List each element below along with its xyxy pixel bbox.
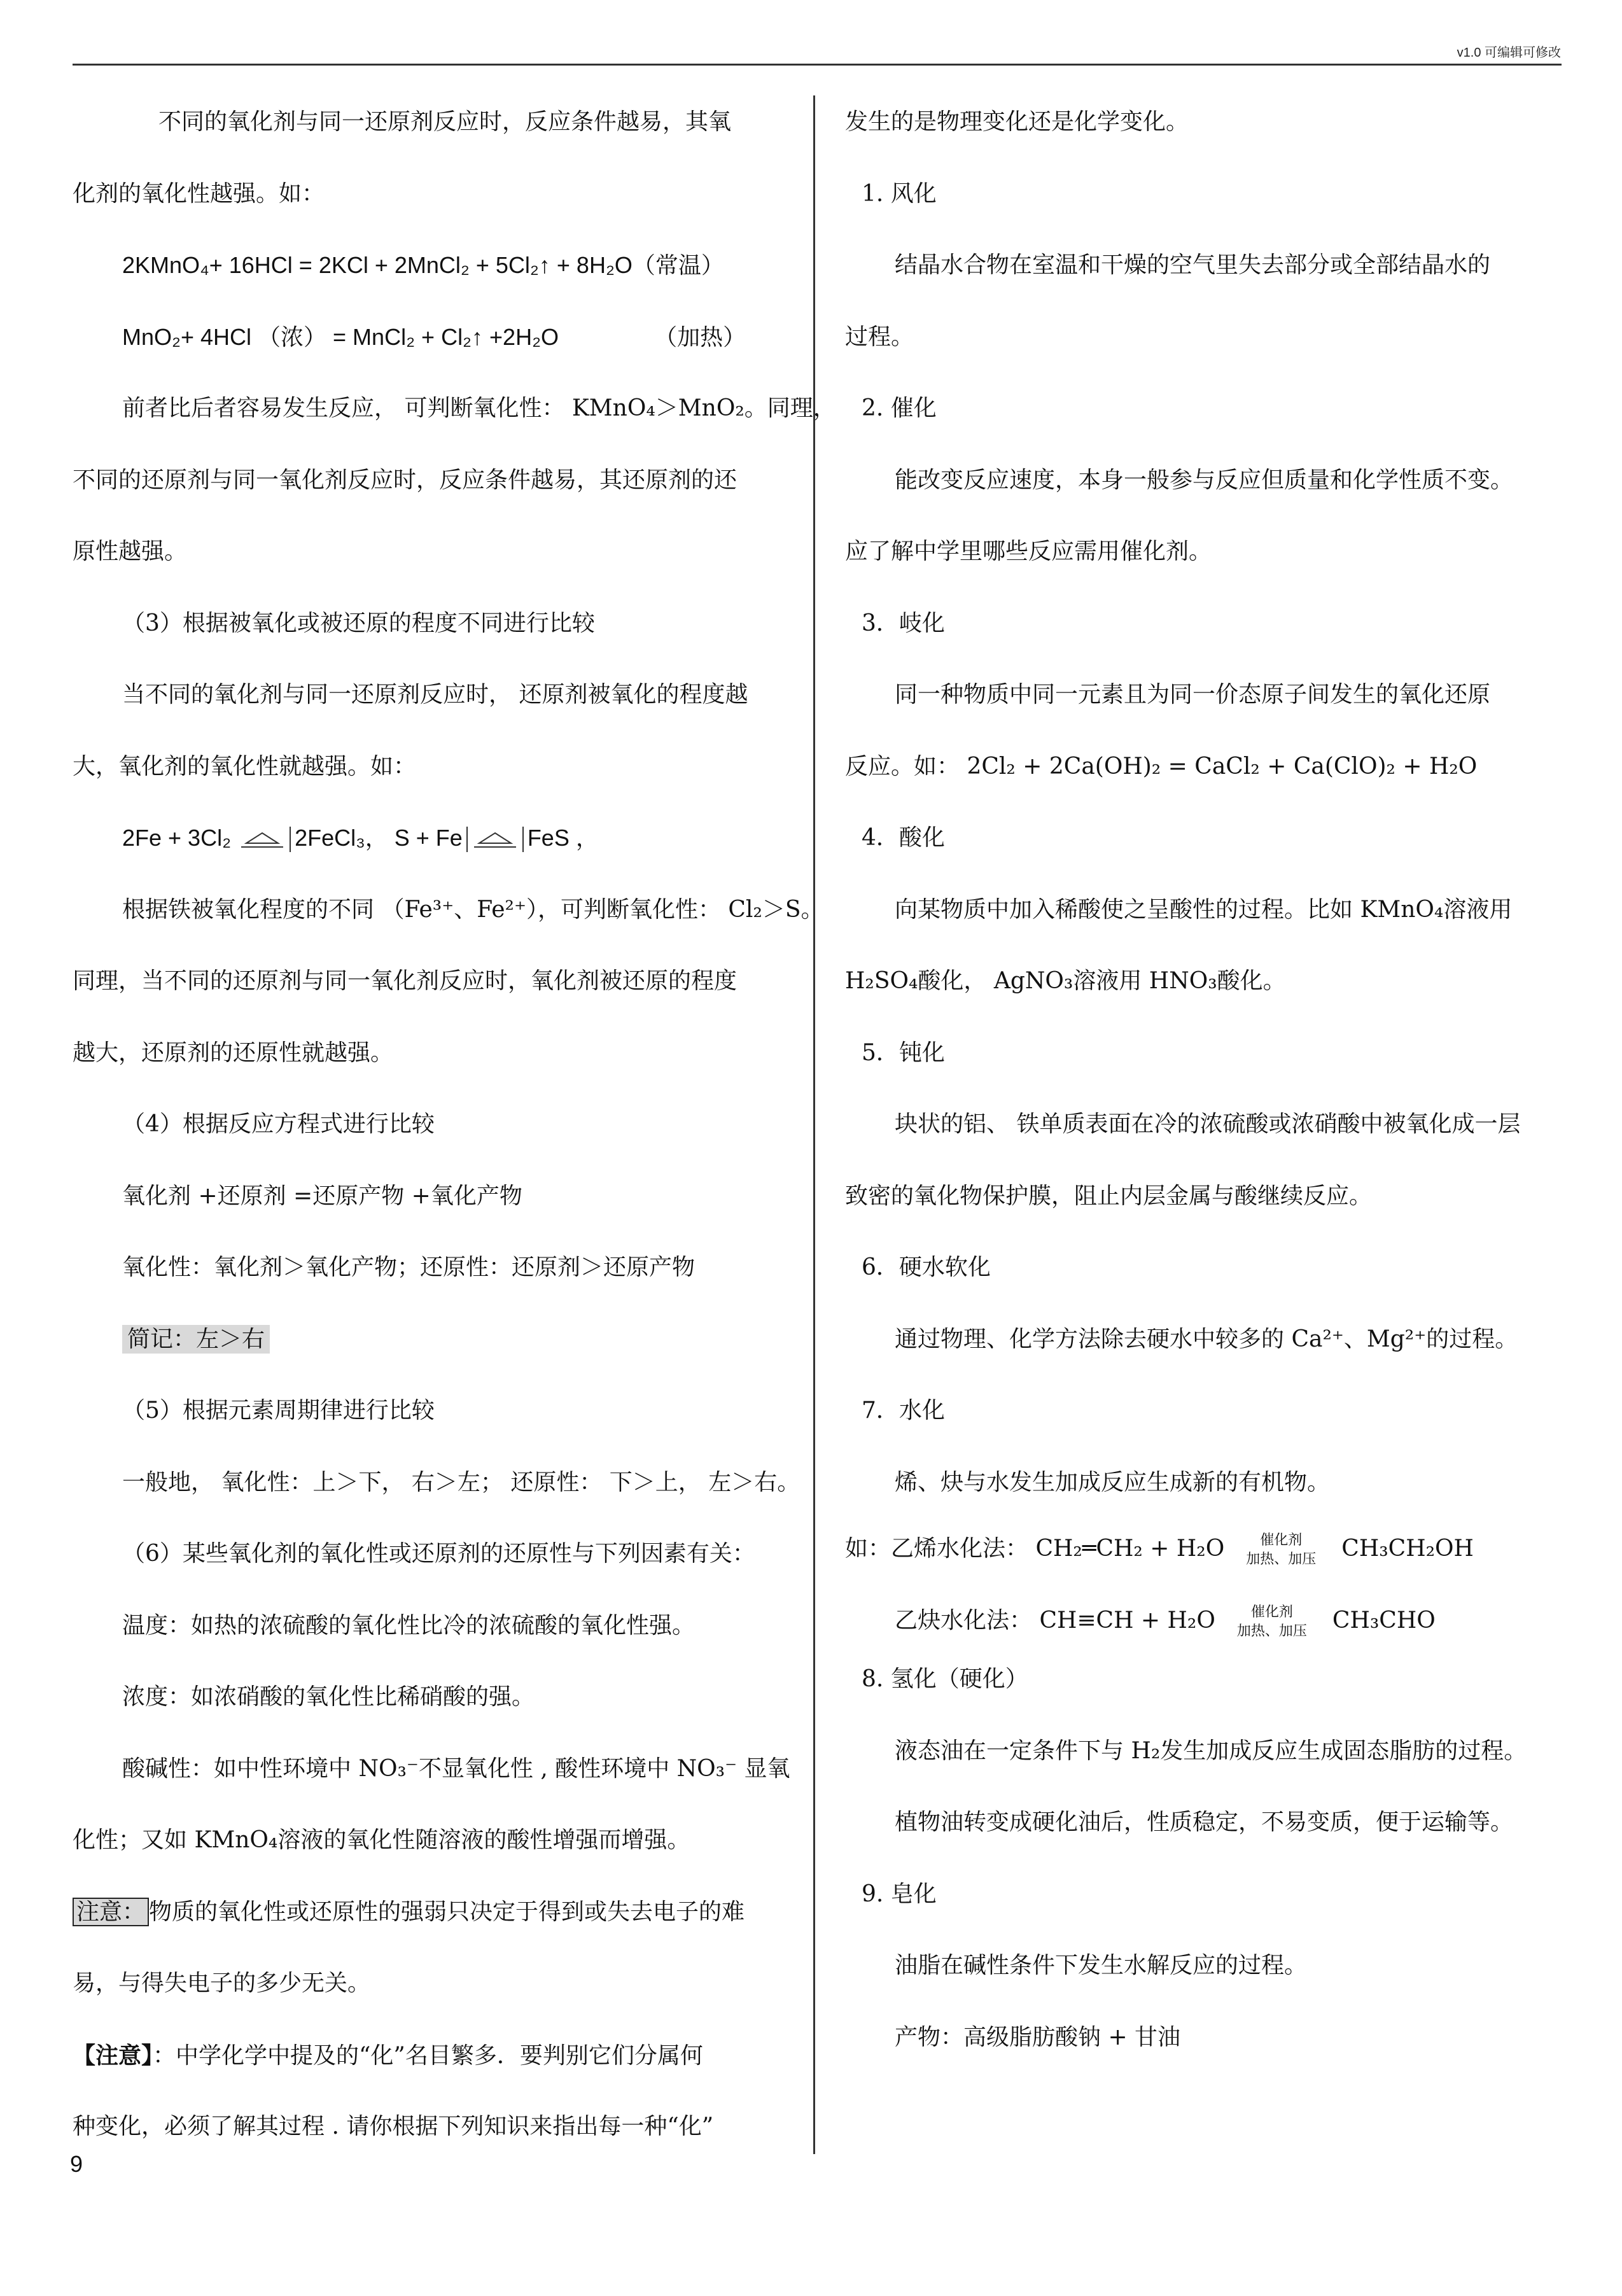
page-number: 9 xyxy=(70,2151,83,2177)
note-label: 注意： xyxy=(73,1898,149,1926)
equation-body: MnO₂+ 4HCl （浓） = MnCl₂ + Cl₂↑ +2H₂O xyxy=(122,323,559,350)
equation-fe-reactions xyxy=(73,824,792,896)
paragraph-line: 温度：如热的浓硫酸的氧化性比冷的浓硫酸的氧化性强。 xyxy=(122,1612,696,1639)
note-line xyxy=(73,1898,792,1970)
equation-kmno4-hcl: 2KMnO₄+ 16HCl = 2KCl + 2MnCl₂ + 5Cl₂↑ + 8H₂O（常温） xyxy=(122,252,724,278)
paragraph-line: 酸碱性：如中性环境中 NO₃⁻不显氧化性 , 酸性环境中 NO₃⁻ 显氧 xyxy=(122,1755,790,1782)
equation-part: 2Fe + 3Cl₂ xyxy=(122,825,232,851)
note-line xyxy=(73,2041,792,2113)
condition-heat-pressure: 加热、加压 xyxy=(1236,1623,1307,1639)
paragraph-line: 大，氧化剂的氧化性就越强。如： xyxy=(73,753,417,780)
equation-condition: （加热） xyxy=(654,323,746,350)
paragraph-line: 易，与得失电子的多少无关。 xyxy=(73,1970,371,1996)
paragraph-line: H₂SO₄酸化， AgNO₃溶液用 HNO₃酸化。 xyxy=(845,968,1286,994)
paragraph-line: 过程。 xyxy=(845,323,914,350)
paragraph-line: 同一种物质中同一元素且为同一价态原子间发生的氧化还原 xyxy=(895,682,1491,708)
item-heading-4: 4．酸化 xyxy=(862,825,945,851)
paragraph-line: 植物油转变成硬化油后，性质稳定，不易变质，便于运输等。 xyxy=(895,1809,1514,1835)
item-heading-8: 8. 氢化（硬化） xyxy=(862,1666,1028,1692)
equation-part: 乙炔水化法： CH≡CH + H₂O xyxy=(895,1607,1215,1634)
paragraph-line: 氧化剂 +还原剂 =还原产物 +氧化产物 xyxy=(122,1182,522,1209)
paragraph-line: 原性越强。 xyxy=(73,538,188,564)
equation-part: FeS ， xyxy=(527,825,599,851)
paragraph-line: 同理，当不同的还原剂与同一氧化剂反应时，氧化剂被还原的程度 xyxy=(73,968,738,994)
condition-heat-pressure: 加热、加压 xyxy=(1246,1551,1317,1567)
note-bracket-label: 【注意】 xyxy=(73,2041,153,2069)
right-column xyxy=(845,108,1564,2095)
note-text: 物质的氧化性或还原性的强弱只决定于得到或失去电子的难 xyxy=(149,1898,745,1925)
paragraph-line: 当不同的氧化剂与同一还原剂反应时， 还原剂被氧化的程度越 xyxy=(122,682,748,708)
header-rule xyxy=(73,64,1562,66)
item-heading-5: 5．钝化 xyxy=(862,1039,945,1066)
paragraph-line: 不同的还原剂与同一氧化剂反应时，反应条件越易，其还原剂的还 xyxy=(73,466,738,493)
heat-triangle-icon xyxy=(466,827,524,852)
paragraph-line: 不同的氧化剂与同一还原剂反应时，反应条件越易，其氧 xyxy=(158,109,732,135)
paragraph-line: 产物：高级脂肪酸钠 + 甘油 xyxy=(895,2024,1181,2050)
paragraph-line: 氧化性：氧化剂＞氧化产物；还原性：还原剂＞还原产物 xyxy=(122,1254,696,1280)
note-text: ：中学化学中提及的“化”名目繁多．要判别它们分属何 xyxy=(153,2042,703,2069)
equation-acetylene-hydration xyxy=(845,1603,1564,1675)
paragraph-line: 液态油在一定条件下与 H₂发生加成反应生成固态脂肪的过程。 xyxy=(895,1737,1527,1764)
paragraph-line: 反应。如： 2Cl₂ + 2Ca(OH)₂ = CaCl₂ + Ca(ClO)₂ + H₂O xyxy=(845,753,1478,780)
reaction-condition xyxy=(1237,1603,1307,1641)
paragraph-line: 油脂在碱性条件下发生水解反应的过程。 xyxy=(895,1952,1308,1978)
paragraph-line: 根据铁被氧化程度的不同 （Fe³⁺、Fe²⁺），可判断氧化性： Cl₂＞S。 xyxy=(122,896,824,923)
item-heading-7: 7．水化 xyxy=(862,1397,945,1424)
paragraph-line: 块状的铝、 铁单质表面在冷的浓硫酸或浓硝酸中被氧化成一层 xyxy=(895,1111,1521,1137)
shaded-summary xyxy=(73,1326,792,1397)
paragraph-line: 前者比后者容易发生反应， 可判断氧化性： KMnO₄＞MnO₂。同理， xyxy=(122,395,836,421)
condition-catalyst: 催化剂 xyxy=(1260,1532,1303,1548)
paragraph-line: 应了解中学里哪些反应需用催化剂。 xyxy=(845,538,1212,564)
equation-product: CH₃CH₂OH xyxy=(1341,1536,1474,1562)
equation-ethylene-hydration xyxy=(845,1531,1564,1603)
paragraph-line: 浓度：如浓硝酸的氧化性比稀硝酸的强。 xyxy=(122,1684,535,1710)
section-heading-3: （3）根据被氧化或被还原的程度不同进行比较 xyxy=(122,610,595,636)
paragraph-line: 化性；又如 KMnO₄溶液的氧化性随溶液的酸性增强而增强。 xyxy=(73,1827,690,1853)
paragraph-line: 烯、炔与水发生加成反应生成新的有机物。 xyxy=(895,1469,1331,1495)
section-heading-5: （5）根据元素周期律进行比较 xyxy=(122,1397,435,1424)
paragraph-line: 发生的是物理变化还是化学变化。 xyxy=(845,109,1189,135)
paragraph-line: 种变化，必须了解其过程 . 请你根据下列知识来指出每一种“化” xyxy=(73,2113,714,2139)
paragraph-line: 结晶水合物在室温和干燥的空气里失去部分或全部结晶水的 xyxy=(895,252,1491,278)
paragraph-line: 化剂的氧化性越强。如： xyxy=(73,180,325,207)
item-heading-1: 1. 风化 xyxy=(862,180,937,207)
equation-product: CH₃CHO xyxy=(1332,1607,1436,1634)
reaction-condition xyxy=(1246,1531,1316,1569)
item-heading-6: 6．硬水软化 xyxy=(862,1254,991,1280)
heat-triangle-icon xyxy=(235,827,291,852)
summary-text: 简记：左＞右 xyxy=(122,1325,270,1354)
left-column xyxy=(73,108,836,2185)
section-heading-6: （6）某些氧化剂的氧化性或还原剂的还原性与下列因素有关： xyxy=(122,1541,755,1567)
paragraph-line: 通过物理、化学方法除去硬水中较多的 Ca²⁺、Mg²⁺的过程。 xyxy=(895,1326,1518,1352)
section-heading-4: （4）根据反应方程式进行比较 xyxy=(122,1111,435,1137)
paragraph-line: 越大，还原剂的还原性就越强。 xyxy=(73,1039,394,1066)
paragraph-line: 致密的氧化物保护膜，阻止内层金属与酸继续反应。 xyxy=(845,1182,1373,1209)
paragraph-line: 一般地， 氧化性：上＞下， 右＞左； 还原性： 下＞上， 左＞右。 xyxy=(122,1469,801,1495)
paragraph-line: 能改变反应速度，本身一般参与反应但质量和化学性质不变。 xyxy=(895,466,1514,493)
item-heading-9: 9. 皂化 xyxy=(862,1880,937,1907)
item-heading-3: 3．岐化 xyxy=(862,610,945,636)
item-heading-2: 2. 催化 xyxy=(862,395,937,421)
equation-part: 如：乙烯水化法： CH₂═CH₂ + H₂O xyxy=(845,1536,1225,1562)
equation-part: 2FeCl₃， S + Fe xyxy=(295,825,463,851)
equation-mno2-hcl xyxy=(73,323,792,395)
paragraph-line: 向某物质中加入稀酸使之呈酸性的过程。比如 KMnO₄溶液用 xyxy=(895,896,1513,923)
header-version-tag: v1.0 可编辑可修改 xyxy=(1457,46,1561,60)
condition-catalyst: 催化剂 xyxy=(1250,1604,1293,1620)
